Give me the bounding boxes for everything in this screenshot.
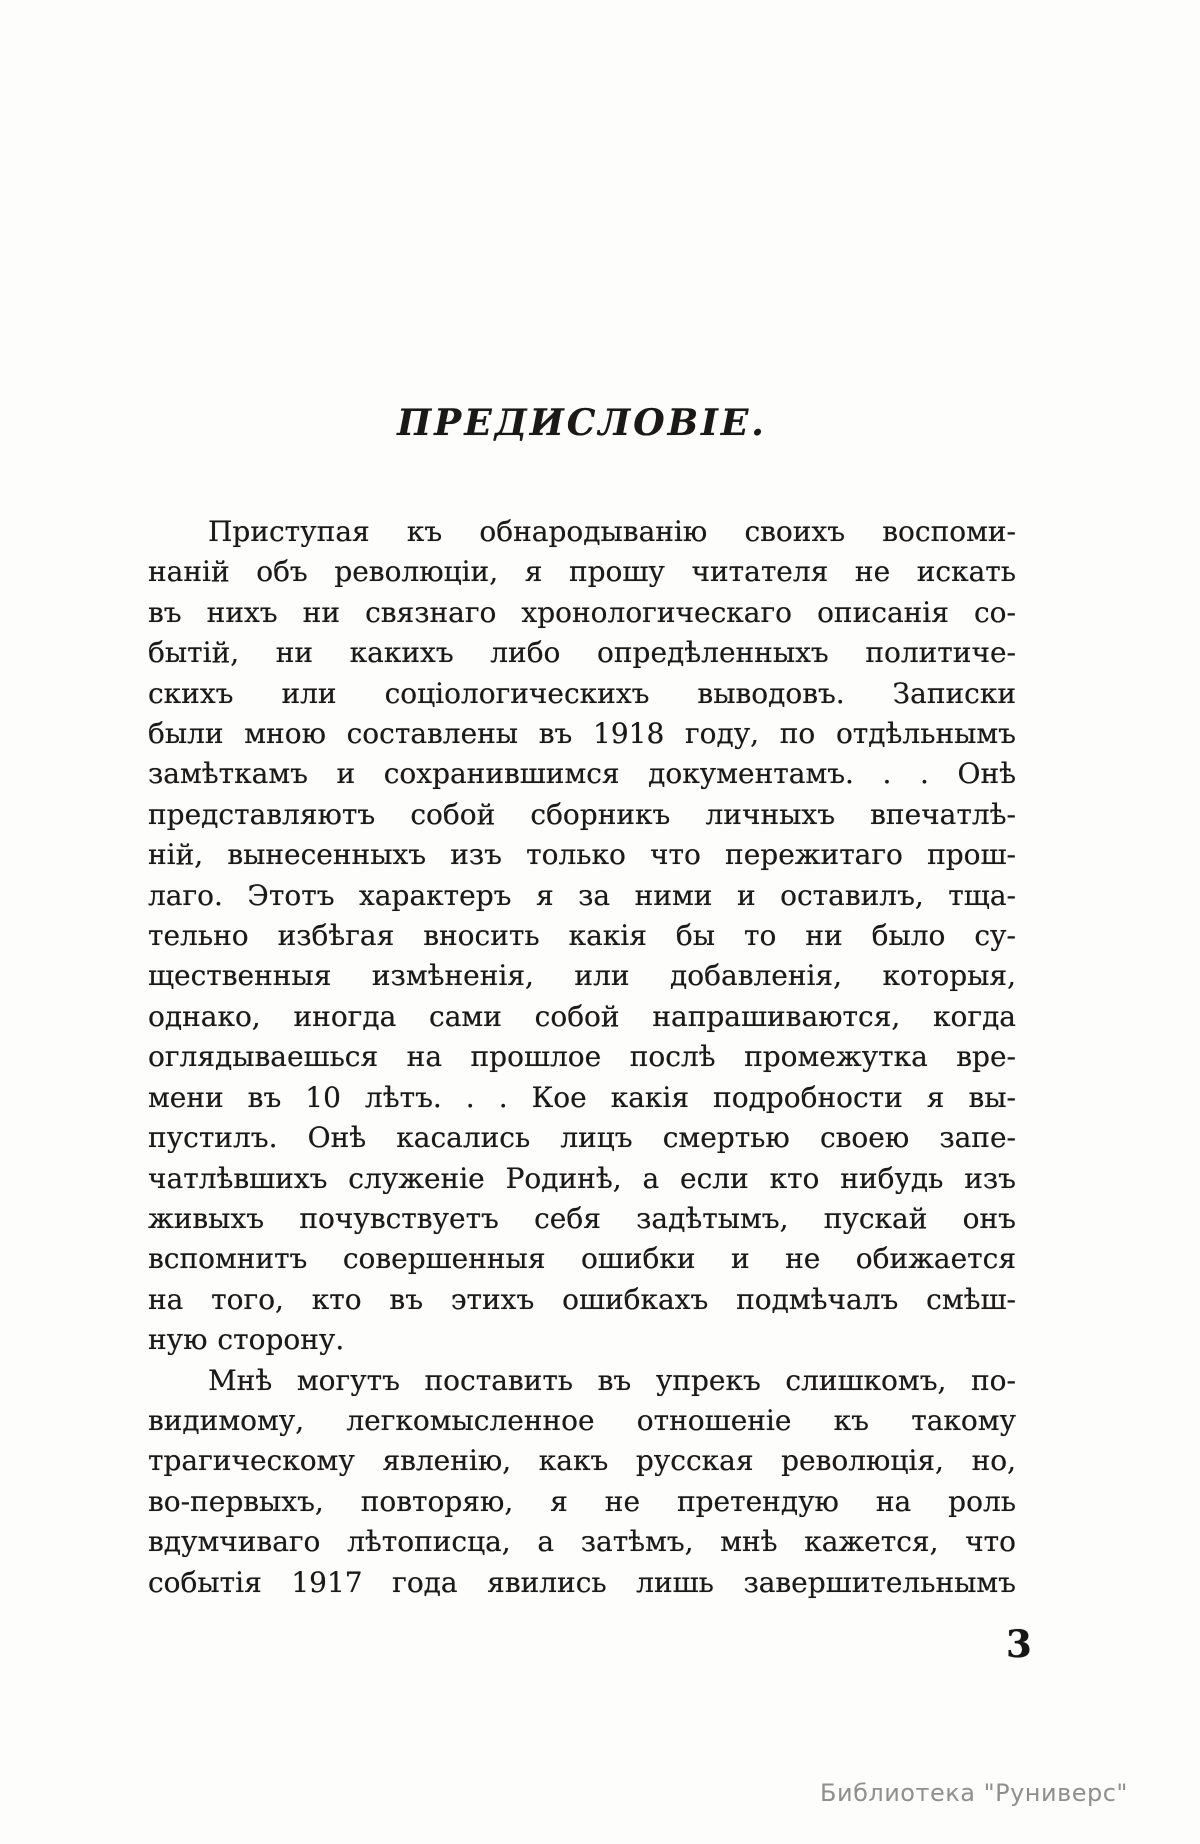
body-text-line: замѣткамъ и сохранившимся документамъ. . . Онѣ — [148, 757, 1016, 791]
body-text-line: событія 1917 года явились лишь завершительнымъ — [148, 1565, 1016, 1599]
body-text-line: въ нихъ ни связнаго хронологическаго описанія со- — [148, 595, 1016, 629]
body-text-line: щественныя измѣненія, или добавленія, которыя, — [148, 959, 1016, 993]
body-text-line: Приступая къ обнародыванію своихъ воспоми- — [208, 515, 1016, 548]
body-text-line: вспомнитъ совершенныя ошибки и не обижается — [148, 1242, 1016, 1276]
body-text-line: вдумчиваго лѣтописца, а затѣмъ, мнѣ кажется, что — [148, 1525, 1016, 1559]
preface-text-block — [148, 512, 1016, 1603]
body-text-line: скихъ или соціологическихъ выводовъ. Записки — [148, 676, 1016, 710]
library-watermark: Библиотека "Руниверс" — [820, 1779, 1128, 1807]
body-text-line: оглядываешься на прошлое послѣ промежутка вре- — [148, 1040, 1016, 1074]
body-text-line: видимому, легкомысленное отношеніе къ такому — [148, 1403, 1016, 1437]
body-text-line: однако, иногда сами собой напрашиваются, когда — [148, 999, 1016, 1033]
body-text-line: представляютъ собой сборникъ личныхъ впечатлѣ- — [148, 797, 1016, 831]
body-text-line: Мнѣ могутъ поставить въ упрекъ слишкомъ, по- — [208, 1363, 1016, 1397]
page-number: 3 — [1006, 1622, 1032, 1666]
body-text-line: тельно избѣгая вносить какія бы то ни было су- — [148, 919, 1016, 953]
body-text-line: живыхъ почувствуетъ себя задѣтымъ, пускай онъ — [148, 1201, 1016, 1235]
body-text-line: на того, кто въ этихъ ошибкахъ подмѣчалъ смѣш- — [148, 1282, 1016, 1316]
body-text-line: мени въ 10 лѣтъ. . . Кое какія подробности я вы- — [148, 1080, 1016, 1114]
body-text-line: во-первыхъ, повторяю, я не претендую на роль — [148, 1484, 1016, 1518]
body-text-line: ную сторону. — [148, 1323, 345, 1357]
body-text-line: трагическому явленію, какъ русская революція, но, — [148, 1444, 1016, 1478]
body-text-line: были мною составлены въ 1918 году, по отдѣльнымъ — [148, 717, 1016, 751]
body-text-line: наній объ революціи, я прошу читателя не искать — [148, 555, 1016, 589]
body-text-line: чатлѣвшихъ служеніе Родинѣ, а если кто нибудь изъ — [148, 1161, 1016, 1195]
body-text-line: бытій, ни какихъ либо опредѣленныхъ политиче- — [148, 636, 1016, 670]
body-text-line: лаго. Этотъ характеръ я за ними и оставилъ, тща- — [148, 878, 1016, 912]
body-text-line: пустилъ. Онѣ касались лицъ смертью своею запе- — [148, 1121, 1016, 1155]
body-text-line: ній, вынесенныхъ изъ только что пережитаго прош- — [148, 838, 1016, 872]
page-title: ПРЕДИСЛОВІЕ. — [397, 402, 767, 444]
